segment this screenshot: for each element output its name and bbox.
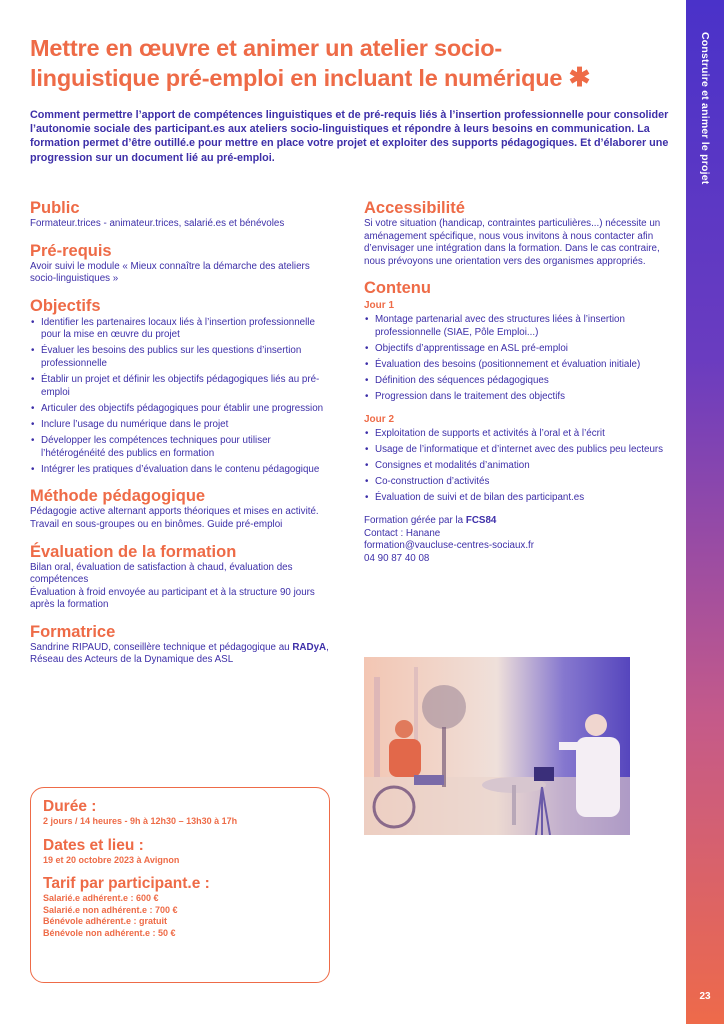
page-title [30, 34, 680, 93]
list-item: • Articuler des objectifs pédagogiques pour établir une progression [30, 403, 335, 416]
dates-text: 19 et 20 octobre 2023 à Avignon [43, 854, 180, 865]
list-item: • Évaluer les besoins des publics sur les questions d’insertion professionnelle [30, 345, 335, 370]
info-box [30, 787, 330, 983]
objectifs-list [30, 317, 335, 477]
left-column [30, 198, 335, 677]
contact-phone: 04 90 87 40 08 [364, 552, 430, 564]
list-item: • Co-construction d’activités [364, 476, 664, 489]
duree-heading: Durée : [43, 798, 97, 815]
objectifs-heading: Objectifs [30, 296, 101, 315]
contenu-heading: Contenu [364, 279, 431, 298]
prerequis-text: Avoir suivi le module « Mieux connaître la démarche des ateliers socio-linguistiques » [30, 260, 310, 285]
accessibilite-section [364, 198, 664, 268]
formatrice-text-after: , Réseau des Acteurs de la Dynamique des ASL [30, 641, 329, 666]
methode-heading: Méthode pédagogique [30, 487, 206, 506]
dates-heading: Dates et lieu : [43, 836, 144, 854]
photo-illustration [364, 657, 630, 835]
accessibilite-text: Si votre situation (handicap, contraintes particulières...) nécessite un aménagement spécifique, nous vous invitons à nous contacter afin d’envisager une intégration dans la formation. Dans le cas contraire, nous prévoyons une orientation vers des organismes appropriés. [364, 218, 661, 267]
prerequis-section [30, 241, 335, 286]
public-heading: Public [30, 199, 80, 217]
formatrice-section [30, 622, 335, 667]
jour1-list [364, 314, 664, 404]
title-line-2: linguistique pré-emploi en incluant le numérique [30, 65, 563, 91]
sidebar-label: Construire et animer le projet [699, 32, 711, 185]
list-item: • Identifier les partenaires locaux liés à l’insertion professionnelle pour la mise en œuvre du projet [30, 317, 335, 342]
formatrice-text [30, 642, 335, 667]
list-item: • Établir un projet et définir les objectifs pédagogiques liés au pré-emploi [30, 374, 335, 399]
list-item: • Usage de l’informatique et d’internet avec des publics peu lecteurs [364, 444, 664, 457]
duree-text: 2 jours / 14 heures - 9h à 12h30 – 13h30 à 17h [43, 816, 238, 826]
accessibilite-heading: Accessibilité [364, 199, 465, 217]
title-line-1: Mettre en œuvre et animer un atelier socio- [30, 35, 502, 61]
formatrice-text-before: Sandrine RIPAUD, conseillère technique et pédagogique au [30, 641, 293, 653]
evaluation-heading: Évaluation de la formation [30, 542, 237, 561]
list-item: • Exploitation de supports et activités à l’oral et à l’écrit [364, 428, 664, 441]
list-item: • Consignes et modalités d’animation [364, 460, 664, 473]
jour1-label: Jour 1 [364, 300, 395, 312]
tarif-item: Bénévole non adhérent.e : 50 € [43, 927, 176, 938]
managed-org: FCS84 [465, 514, 497, 526]
tarif-item: Bénévole adhérent.e : gratuit [43, 916, 168, 926]
list-item: • Évaluation des besoins (positionnement et évaluation initiale) [364, 359, 664, 372]
sidebar [686, 0, 724, 1024]
evaluation-text-1: Bilan oral, évaluation de satisfaction à chaud, évaluation des compétences [30, 561, 293, 586]
list-item: • Inclure l’usage du numérique dans le projet [30, 419, 335, 432]
contenu-section [364, 278, 664, 505]
tarif-item: Salarié.e adhérent.e : 600 € [43, 893, 159, 903]
dates-block [43, 837, 317, 867]
objectifs-section [30, 296, 335, 477]
managed-prefix: Formation gérée par la [364, 514, 466, 526]
list-item: • Évaluation de suivi et de bilan des participant.es [364, 492, 664, 505]
public-text: Formateur.trices - animateur.trices, salarié.es et bénévoles [30, 218, 285, 229]
contact-block [364, 515, 664, 565]
formatrice-heading: Formatrice [30, 622, 116, 641]
evaluation-section [30, 542, 335, 612]
jour2-list [364, 428, 664, 505]
jour2-label: Jour 2 [364, 413, 395, 425]
intro-paragraph: Comment permettre l’apport de compétences linguistiques et de pré-requis liés à l’insertion professionnelle pour consolider l’autonomie sociale des participant.es aux ateliers socio-linguistiques et répondre à leurs besoins en communication. La formation permet d’être outillé.e pour mettre en place votre projet et exploiter des supports pédagogiques. Et d’élaborer une progression sur un document lié au pré-emploi. [30, 109, 669, 164]
public-section [30, 198, 335, 231]
formatrice-org: RADyA [292, 641, 327, 653]
prerequis-heading: Pré-requis [30, 241, 112, 260]
right-column [364, 198, 664, 565]
list-item: • Définition des séquences pédagogiques [364, 375, 664, 388]
tarif-heading: Tarif par participant.e : [43, 875, 210, 892]
list-item: • Progression dans le traitement des objectifs [364, 391, 664, 404]
duree-block [43, 798, 317, 828]
page-number: 23 [699, 991, 711, 1002]
list-item: • Développer les compétences techniques pour utiliser l’hétérogénéité des publics en formation [30, 435, 335, 460]
list-item: • Objectifs d’apprentissage en ASL pré-emploi [364, 343, 664, 356]
asterisk-icon: ✱ [568, 62, 591, 92]
methode-text: Pédagogie active alternant apports théoriques et mises en activité. Travail en sous-groupes ou en binômes. Guide pré-emploi [30, 506, 319, 530]
managed-by [364, 515, 664, 528]
tarif-block [43, 875, 317, 939]
list-item: • Montage partenarial avec des structures liées à l’insertion professionnelle (SIAE, Pôle Emploi...) [364, 314, 664, 339]
evaluation-text-2: Évaluation à froid envoyée au participant et à la structure 90 jours après la formation [30, 586, 315, 611]
tarif-item: Salarié.e non adhérent.e : 700 € [43, 904, 178, 915]
contact-line: Contact : Hanane [364, 527, 441, 539]
list-item: • Intégrer les pratiques d’évaluation dans le contenu pédagogique [30, 464, 335, 477]
contact-email[interactable]: formation@vaucluse-centres-sociaux.fr [364, 540, 535, 552]
training-photo [364, 657, 630, 835]
methode-section [30, 486, 335, 531]
